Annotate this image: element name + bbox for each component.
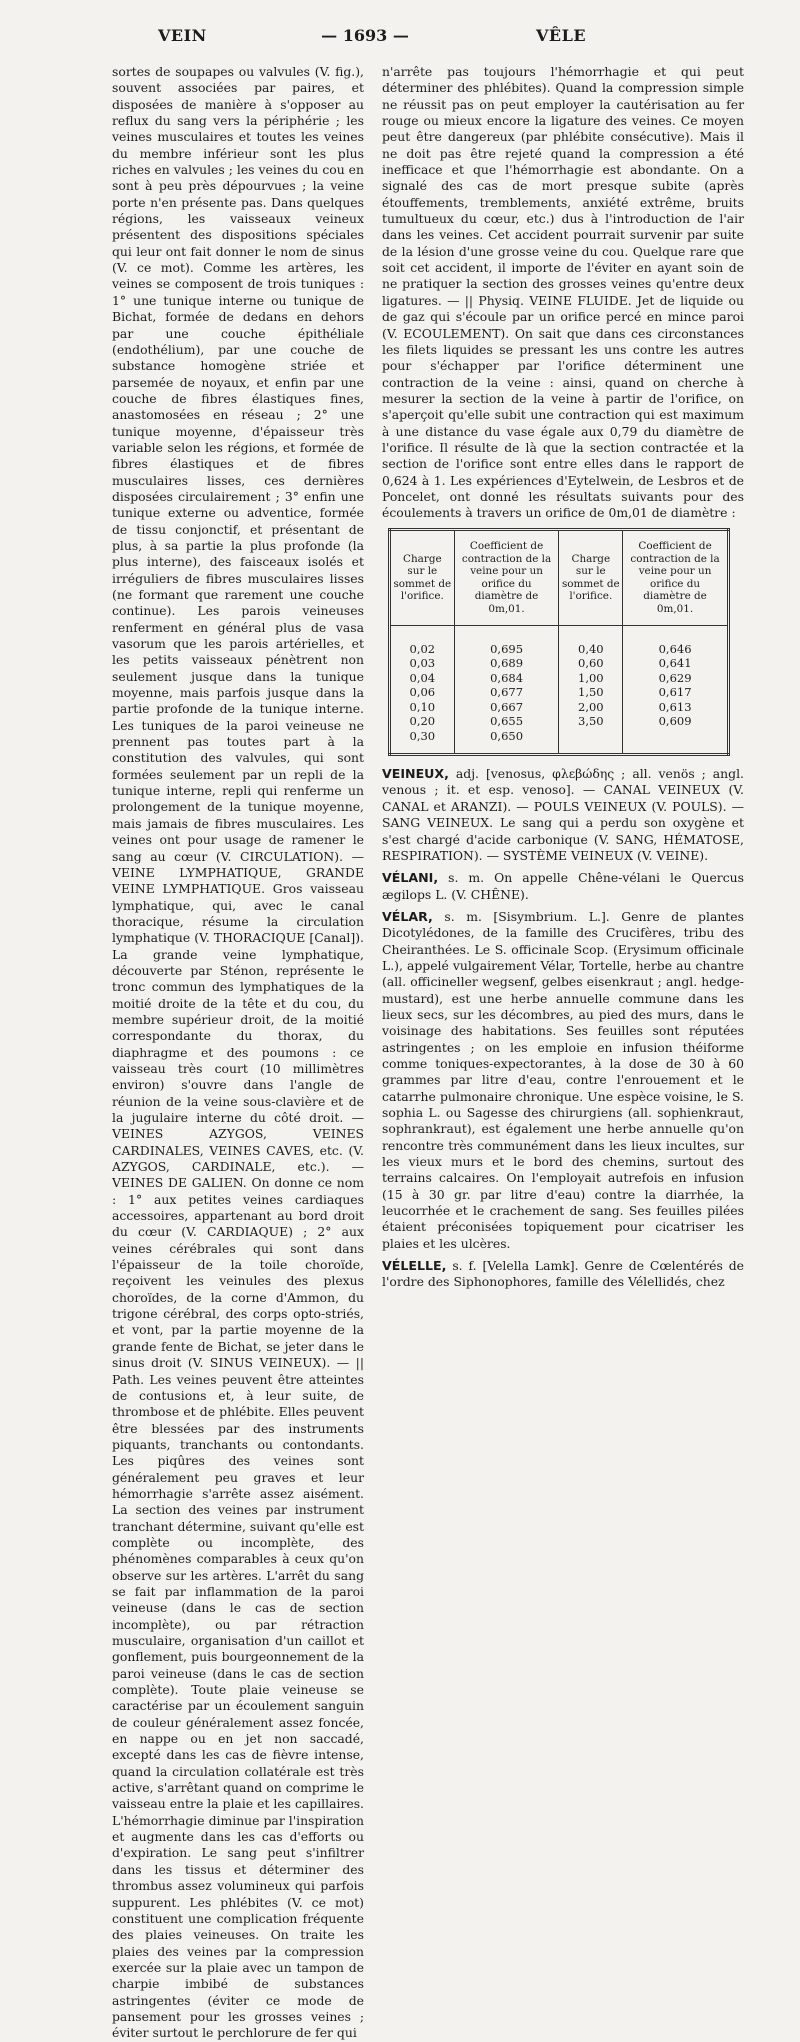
table-cell: 0,684 [490,670,524,685]
headword: VEINEUX, [382,766,449,782]
header-charge-2: Charge sur le sommet de l'orifice. [559,529,623,625]
coefficient-column-1 [454,625,559,755]
table-cell: 0,617 [658,685,692,700]
table-cell: 0,695 [490,641,524,656]
header-coefficient-2: Coefficient de contraction de la veine pour un orifice du diamètre de 0m,01. [623,529,729,625]
table-cell: 0,03 [409,656,436,671]
headword: VÉLELLE, [382,1258,447,1274]
veine-article-continued: n'arrête pas toujours l'hémorrhagie et qui peut déterminer des phlébites). Quand la compression simple ne réussit pas on peut employer la cautérisation au fer rouge ou mieux encore la ligature des veines. Ce moyen peut être dangereux (par phlébite consécutive). Mais il ne doit pas être rejeté quand la compression a été inefficace et que l'hémorrhagie est abondante. On a signalé des cas de mort presque subite (après étouffements, tremblements, anxiété extrême, bruits tumultueux du cœur, etc.) dus à l'introduction de l'air dans les veines. Cet accident pourrait survenir par suite de la lésion d'une grosse veine du cou. Quelque rare que soit cet accident, il importe de l'éviter en ayant soin de ne pratiquer la section des grosses veines qu'entre deux ligatures. — || Physiq. VEINE FLUIDE. Jet de liquide ou de gaz qui s'écoule par un orifice percé en mince paroi (V. ECOULEMENT). On sait que dans ces circonstances les filets liquides se pressant les uns contre les autres pour s'échapper par l'orifice déterminent une contraction de la veine : ainsi, quand on cherche à mesurer la section de la veine à partir de l'orifice, on s'aperçoit qu'elle subit une contraction qui est maximum à une distance du vase égale aux 0,79 du diamètre de l'orifice. Il résulte de là que la section contractée et la section de l'orifice sont entre elles dans le rapport de 0,624 à 1. Les expériences d'Eytelwein, de Lesbros et de Poncelet, ont donné les résultats suivants pour des écoulements à travers un orifice de 0m,01 de diamètre : [382,64,744,521]
table-cell: 0,650 [490,728,524,743]
table-cell: 0,30 [409,728,436,743]
table-cell: 2,00 [578,699,604,714]
table-cell: 0,40 [578,641,604,656]
entry-text: s. m. On appelle Chêne-vélani le Quercus ægilops L. (V. CHÊNE). [382,870,744,902]
headword: VÉLANI, [382,870,439,886]
entry-text: adj. [venosus, φλεβώδης ; all. venös ; angl. venous ; it. et esp. venoso]. — CANAL VEINEUX (V. CANAL et ARANZI). — POULS VEINEUX (V. POULS). — SANG VEINEUX. Le sang qui a perdu son oxygène et s'est chargé d'acide carbonique (V. SANG, HÉMATOSE, RESPIRATION). — SYSTÈME VEINEUX (V. VEINE). [382,766,744,863]
table-cell: 0,06 [409,685,436,700]
table-cell: 3,50 [578,714,604,729]
left-column [112,64,364,2042]
table-cell: 0,667 [490,699,524,714]
table-cell: 0,613 [658,699,692,714]
table-cell: 0,02 [409,641,436,656]
page-number: — 1693 — [321,26,409,45]
entry-text: s. m. [Sisymbrium. L.]. Genre de plantes Dicotylédones, de la famille des Crucifères, tribu des Cheiranthées. Le S. officinale Scop. (Erysimum officinale L.), appelé vulgairement Vélar, Tortelle, herbe au chantre (all. officineller wegsenf, gelbes eisenkraut ; angl. hedge-mustard), est une herbe annuelle commune dans les lieux secs, sur les décombres, au pied des murs, dans le voisinage des habitations. Ses feuilles sont réputées astringentes ; on les emploie en infusion théiforme comme toniques-expectorantes, à la dose de 30 à 60 grammes par litre d'eau, contre l'enrouement et le catarrhe pulmonaire chronique. Une espèce voisine, le S. sophia L. ou Sagesse des chirurgiens (all. sophienkraut, sophrankraut), est également une herbe annuelle qu'on rencontre très communément dans les lieux incultes, sur les vieux murs et le bord des chemins, surtout des terrains calcaires. On l'employait autrefois en infusion (15 à 30 gr. par litre d'eau) contre la diarrhée, la leucorrhée et le crachement de sang. Ses feuilles pilées étaient préconisées topiquement pour cicatriser les plaies et les ulcères. [382,908,744,1251]
table-cell: 0,20 [409,714,436,729]
table-cell: 0,677 [490,685,524,700]
table-cell: 1,00 [578,670,604,685]
coefficient-column-2 [623,625,729,755]
table-cell: 0,10 [409,699,436,714]
headword: VÉLAR, [382,908,433,924]
table-cell: 1,50 [578,685,604,700]
table-cell: 0,04 [409,670,436,685]
table-cell: 0,641 [658,656,692,671]
entry-veineux [382,766,744,864]
entry-text: s. f. [Velella Lamk]. Genre de Cœlentérés de l'ordre des Siphonophores, famille des Vélellidés, chez [382,1258,744,1290]
charge-column-1 [390,625,455,755]
page-header [0,26,800,50]
entry-velelle [382,1258,744,1291]
table-cell: 0,655 [490,714,524,729]
header-left-word: VEIN [158,26,207,45]
table-header-row [390,529,729,625]
header-charge-1: Charge sur le sommet de l'orifice. [390,529,455,625]
entry-velani [382,870,744,903]
table-cell: 0,629 [658,670,692,685]
veine-article-text: sortes de soupapes ou valvules (V. fig.), souvent associées par paires, et disposées de manière à s'opposer au reflux du sang vers la périphérie ; les veines musculaires et toutes les veines du membre inférieur sont les plus riches en valvules ; les veines du cou en sont à peu près dépourvues ; la veine porte n'en présente pas. Dans quelques régions, les vaisseaux veineux présentent des dispositions spéciales qui leur ont fait donner le nom de sinus (V. ce mot). Comme les artères, les veines se composent de trois tuniques : 1° une tunique interne ou tunique de Bichat, formée de dedans en dehors par une couche épithéliale (endothélium), par une couche de substance homogène striée et parsemée de noyaux, et enfin par une couche de fibres élastiques fines, anastomosées en réseau ; 2° une tunique moyenne, d'épaisseur très variable selon les régions, et formée de fibres élastiques et de fibres musculaires lisses, ces dernières disposées circulairement ; 3° enfin une tunique externe ou adventice, formée de tissu conjonctif, et présentant de plus, à sa partie la plus profonde (la plus interne), des faisceaux isolés et irréguliers de fibres musculaires lisses (ne formant que rarement une couche continue). Les parois veineuses renferment en général plus de vasa vasorum que les parois artérielles, et les petits vaisseaux pénètrent non seulement jusque dans la tunique moyenne, mais parfois jusque dans la partie profonde de la tunique interne. Les tuniques de la paroi veineuse ne prennent pas toutes part à la constitution des valvules, qui sont formées seulement par un repli de la tunique interne, repli qui renferme un prolongement de la tunique moyenne, mais jamais de fibres musculaires. Les veines ont pour usage de ramener le sang au cœur (V. CIRCULATION). — VEINE LYMPHATIQUE, GRANDE VEINE LYMPHATIQUE. Gros vaisseau lymphatique, qui, avec le canal thoracique, résume la circulation lymphatique (V. THORACIQUE [Canal]). La grande veine lymphatique, découverte par Sténon, représente le tronc commun des lymphatiques de la moitié droite de la tête et du cou, du membre supérieur droit, de la moitié correspondante du thorax, du diaphragme et des poumons : ce vaisseau très court (10 millimètres environ) s'ouvre dans l'angle de réunion de la veine sous-clavière et de la jugulaire interne du côté droit. — VEINES AZYGOS, VEINES CARDINALES, VEINES CAVES, etc. (V. AZYGOS, CARDINALE, etc.). — VEINES DE GALIEN. On donne ce nom : 1° aux petites veines cardiaques accessoires, appartenant au bord droit du cœur (V. CARDIAQUE) ; 2° aux veines cérébrales qui sont dans l'épaisseur de la toile choroïde, reçoivent les veinules des plexus choroïdes, de la corne d'Ammon, du trigone cérébral, des corps opto-striés, et vont, par la partie moyenne de la grande fente de Bichat, se jeter dans le sinus droit (V. SINUS VEINEUX). — || Path. Les veines peuvent être atteintes de contusions et, à leur suite, de thrombose et de phlébite. Elles peuvent être blessées par des instruments piquants, tranchants ou contondants. Les piqûres des veines sont généralement peu graves et leur hémorrhagie s'arrête assez aisément. La section des veines par instrument tranchant détermine, suivant qu'elle est complète ou incomplète, des phénomènes comparables à ceux qu'on observe sur les artères. L'arrêt du sang se fait par inflammation de la paroi veineuse (dans le cas de section incomplète), ou par rétraction musculaire, organisation d'un caillot et gonflement, puis bourgeonnement de la paroi veineuse (dans le cas de section complète). Toute plaie veineuse se caractérise par un écoulement sanguin de couleur généralement assez foncée, en nappe ou en jet non saccadé, excepté dans les cas de fièvre intense, quand la circulation collatérale est très active, s'arrêtant quand on comprime le vaisseau entre la plaie et les capillaires. L'hémorrhagie diminue par l'inspiration et augmente dans les cas d'efforts ou d'expiration. Le sang peut s'infiltrer dans les tissus et déterminer des thrombus assez volumineux qui parfois suppurent. Les phlébites (V. ce mot) constituent une complication fréquente des plaies veineuses. On traite les plaies des veines par la compression exercée sur la plaie avec un tampon de charpie imbibé de substances astringentes (éviter ce mode de pansement pour les grosses veines ; éviter surtout le perchlorure de fer qui [112,64,364,2041]
header-right-word: VÊLE [536,26,587,45]
table-cell: 0,646 [658,641,692,656]
table-cell: 0,60 [578,656,604,671]
table-cell: 0,609 [658,714,692,729]
table-cell: 0,689 [490,656,524,671]
right-column [382,64,744,1291]
table-row [390,625,729,755]
header-coefficient-1: Coefficient de contraction de la veine pour un orifice du diamètre de 0m,01. [454,529,559,625]
entry-velar [382,909,744,1252]
charge-column-2 [559,625,623,755]
contraction-coefficient-table [388,528,730,757]
